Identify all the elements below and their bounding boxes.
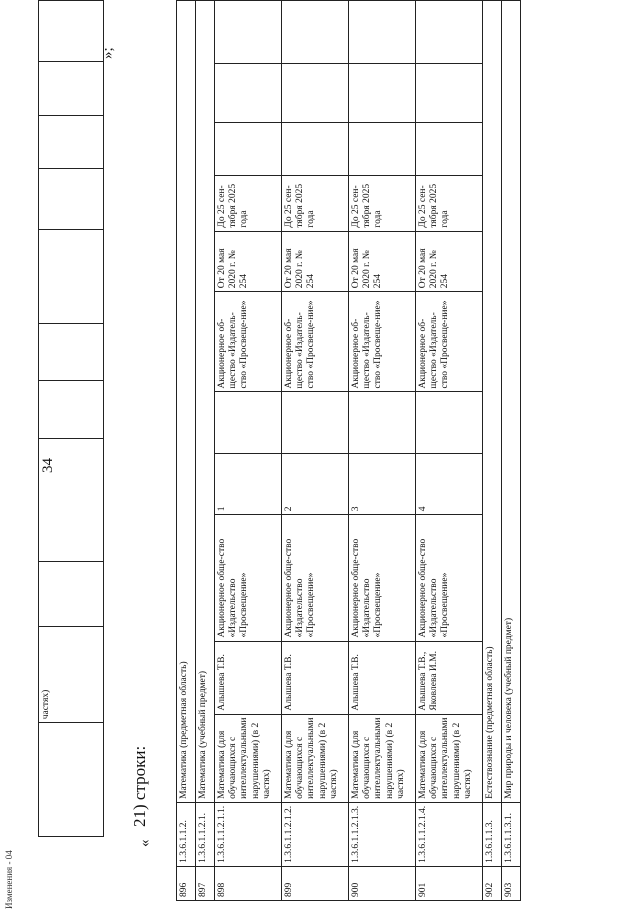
- row-code: 1.3.6.1.1.3.1.: [502, 802, 521, 866]
- row-span-text: Мир природы и человека (учебный предмет): [502, 1, 521, 803]
- open-quote: «: [137, 839, 153, 847]
- row-number: 896: [177, 866, 196, 900]
- table-row: [502, 1, 521, 901]
- lead-in-heading: 21) строки:: [130, 745, 149, 827]
- row-code: 1.3.6.1.1.2.1.3.: [349, 802, 416, 866]
- row-until: До 25 сен-тября 2025 года: [349, 176, 416, 231]
- row-number: 900: [349, 866, 416, 900]
- row-number: 901: [416, 866, 483, 900]
- row-until: До 25 сен-тября 2025 года: [215, 176, 282, 231]
- row-order: От 20 мая 2020 г. № 254: [416, 231, 483, 292]
- table-row: [282, 1, 349, 901]
- row-code: 1.3.6.1.1.2.1.: [196, 802, 215, 866]
- row-author: Алышева Т.В.: [349, 641, 416, 714]
- row-order: От 20 мая 2020 г. № 254: [215, 231, 282, 292]
- row-title: Математика (для обучающихся с интеллектуальными нарушениями) (в 2 частях): [416, 714, 483, 802]
- row-publisher: Акционерное обще-ство «Издательство «Просвещение»: [416, 515, 483, 641]
- row-number: 903: [502, 866, 521, 900]
- row-span-text: Естествознание (предметная область): [483, 1, 502, 803]
- row-number: 897: [196, 866, 215, 900]
- row-span-text: Математика (учебный предмет): [196, 1, 215, 803]
- row-number: 902: [483, 866, 502, 900]
- row-author: Алышева Т.В.: [282, 641, 349, 714]
- row-org: Акционерное об-щество «Издатель-ство «Просвеще-ние»: [416, 292, 483, 392]
- close-quote: »;: [100, 47, 116, 59]
- row-until: До 25 сен-тября 2025 года: [282, 176, 349, 231]
- row-title: Математика (для обучающихся с интеллектуальными нарушениями) (в 2 частях): [215, 714, 282, 802]
- table-row: [177, 1, 196, 901]
- table-row: [416, 1, 483, 901]
- top-table-cell: частях): [39, 626, 104, 723]
- row-org: Акционерное об-щество «Издатель-ство «Просвеще-ние»: [282, 292, 349, 392]
- row-code: 1.3.6.1.1.2.1.4.: [416, 802, 483, 866]
- row-org: Акционерное об-щество «Издатель-ство «Просвеще-ние»: [349, 292, 416, 392]
- row-publisher: Акционерное обще-ство «Издательство «Просвещение»: [215, 515, 282, 641]
- row-org: Акционерное об-щество «Издатель-ство «Просвеще-ние»: [215, 292, 282, 392]
- top-partial-table: [38, 0, 104, 837]
- row-code: 1.3.6.1.1.2.1.1.: [215, 802, 282, 866]
- row-author: Алышева Т.В.: [215, 641, 282, 714]
- row-order: От 20 мая 2020 г. № 254: [282, 231, 349, 292]
- footer-revision: Изменения - 04: [4, 850, 14, 909]
- table-row: [196, 1, 215, 901]
- row-span-text: Математика (предметная область): [177, 1, 196, 803]
- row-code: 1.3.6.1.1.2.: [177, 802, 196, 866]
- page-number: 34: [40, 458, 56, 473]
- row-publisher: Акционерное обще-ство «Издательство «Просвещение»: [349, 515, 416, 641]
- row-title: Математика (для обучающихся с интеллектуальными нарушениями) (в 2 частях): [282, 714, 349, 802]
- table-row: [215, 1, 282, 901]
- row-grade: 2: [282, 453, 349, 515]
- row-grade: 4: [416, 453, 483, 515]
- table-row: [349, 1, 416, 901]
- row-code: 1.3.6.1.1.2.1.2.: [282, 802, 349, 866]
- row-title: Математика (для обучающихся с интеллектуальными нарушениями) (в 2 частях): [349, 714, 416, 802]
- row-until: До 25 сен-тября 2025 года: [416, 176, 483, 231]
- row-code: 1.3.6.1.1.3.: [483, 802, 502, 866]
- table-row: [483, 1, 502, 901]
- row-publisher: Акционерное обще-ство «Издательство «Просвещение»: [282, 515, 349, 641]
- row-order: От 20 мая 2020 г. № 254: [349, 231, 416, 292]
- row-grade: 1: [215, 453, 282, 515]
- row-author: Алышева Т.В., Яковлева И.М.: [416, 641, 483, 714]
- row-number: 899: [282, 866, 349, 900]
- row-number: 898: [215, 866, 282, 900]
- textbook-table: [176, 0, 521, 901]
- row-grade: 3: [349, 453, 416, 515]
